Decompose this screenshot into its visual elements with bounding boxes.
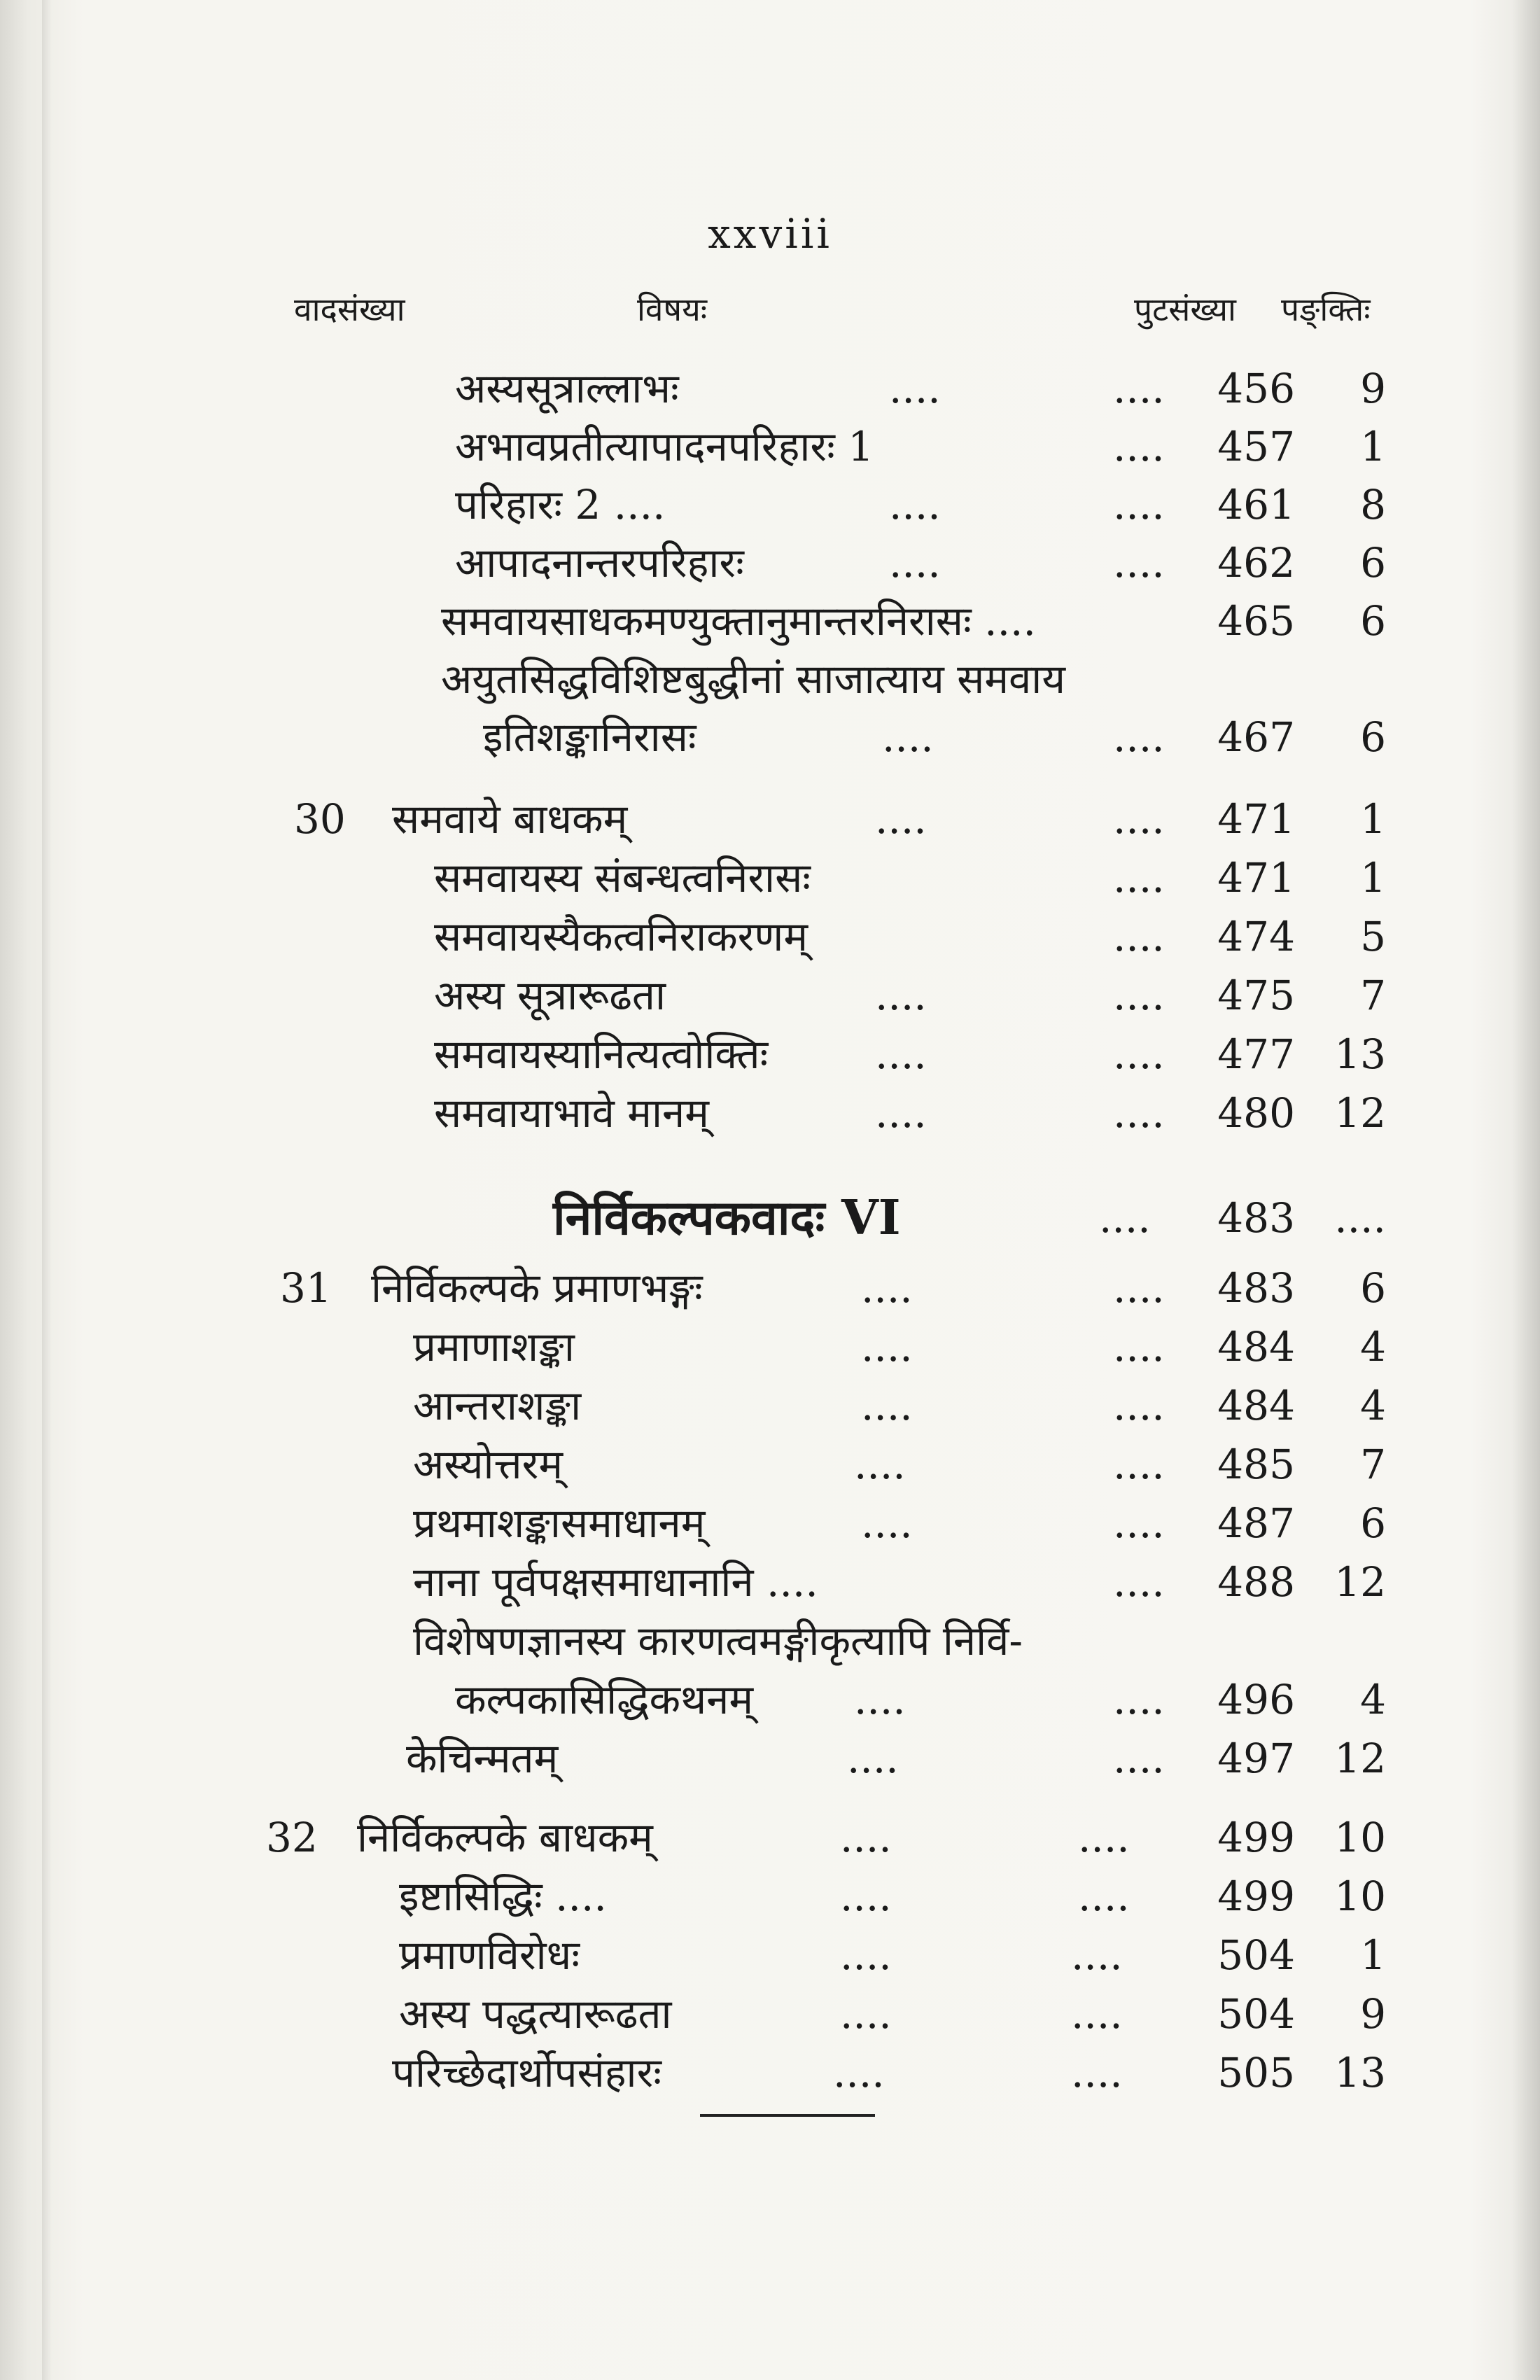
entry-title: आन्तराशङ्का: [413, 1382, 582, 1429]
leader-dots: ....: [1113, 1089, 1165, 1137]
entry-page: 457: [1217, 423, 1295, 470]
entry-line: 6: [1360, 539, 1386, 587]
leader-dots: ....: [889, 481, 941, 528]
entry-line: 12: [1334, 1558, 1386, 1606]
entry-title: निर्विकल्पके बाधकम्: [357, 1814, 653, 1861]
leader-dots: ....: [882, 713, 934, 761]
entry-title: अस्य पद्धत्यारूढता: [399, 1990, 672, 2038]
entry-page: 483: [1217, 1194, 1295, 1242]
leader-dots: ....: [1113, 1676, 1165, 1723]
entry-page: 461: [1217, 481, 1295, 528]
section-title: निर्विकल्पकवादः VI: [553, 1190, 901, 1246]
toc-entry: [0, 477, 1540, 533]
entry-title: केचिन्मतम्: [406, 1735, 559, 1782]
entry-page: 456: [1217, 365, 1295, 412]
entry-line: 13: [1334, 2049, 1386, 2096]
leader-dots: ....: [1113, 1264, 1165, 1312]
toc-entry: [0, 1436, 1540, 1492]
leader-dots: ....: [1113, 713, 1165, 761]
entry-page: 480: [1217, 1089, 1295, 1137]
entry-title: परिहारः 2 ....: [455, 481, 666, 528]
entry-page: 484: [1217, 1323, 1295, 1371]
entry-page: 497: [1217, 1735, 1295, 1782]
page-number: xxviii: [708, 210, 832, 258]
leader-dots: ....: [889, 539, 941, 587]
entry-title: प्रमाणाशङ्का: [413, 1323, 575, 1371]
entry-line: 6: [1360, 1264, 1386, 1312]
toc-entry: [0, 1868, 1540, 1924]
leader-dots: ....: [861, 1323, 913, 1371]
toc-entry: [0, 1927, 1540, 1983]
toc-entry: [0, 535, 1540, 591]
toc-entry: [0, 850, 1540, 906]
entry-title: विशेषणज्ञानस्य कारणत्वमङ्गीकृत्यापि निर्वि-: [413, 1617, 1023, 1665]
entry-title: समवायस्य संबन्धत्वनिरासः: [434, 854, 811, 902]
toc-entry: [0, 791, 1540, 847]
entry-page: 505: [1217, 2049, 1295, 2096]
leader-dots: ....: [1113, 539, 1165, 587]
leader-dots: ....: [1113, 1499, 1165, 1547]
leader-dots: ....: [1113, 1382, 1165, 1429]
leader-dots: ....: [840, 1931, 892, 1979]
toc-entry: [0, 1554, 1540, 1610]
entry-title: परिच्छेदार्थोपसंहारः: [392, 2049, 662, 2096]
toc-entry: [0, 967, 1540, 1023]
leader-dots: ....: [847, 1735, 899, 1782]
entry-line: 1: [1360, 423, 1386, 470]
leader-dots: ....: [1113, 1441, 1165, 1488]
leader-dots: ....: [889, 365, 941, 412]
leader-dots: ....: [875, 795, 927, 843]
entry-title: समवायाभावे मानम्: [434, 1089, 709, 1137]
entry-line: 7: [1360, 972, 1386, 1019]
leader-dots: ....: [840, 1814, 892, 1861]
entry-page: 471: [1217, 795, 1295, 843]
entry-page: 504: [1217, 1931, 1295, 1979]
entry-line: 1: [1360, 854, 1386, 902]
leader-dots: ....: [875, 1030, 927, 1078]
header-subject: विषयः: [637, 290, 708, 328]
leader-dots: ....: [854, 1676, 906, 1723]
leader-dots: ....: [1113, 481, 1165, 528]
toc-entry: [0, 419, 1540, 475]
entry-title: प्रथमाशङ्कासमाधानम्: [413, 1499, 706, 1547]
entry-line: 4: [1360, 1323, 1386, 1371]
leader-dots: ....: [1113, 365, 1165, 412]
entry-page: 499: [1217, 1814, 1295, 1861]
entry-page: 475: [1217, 972, 1295, 1019]
header-line: पङ्क्तिः: [1281, 290, 1371, 328]
entry-line: 12: [1334, 1089, 1386, 1137]
toc-entry: [0, 1986, 1540, 2042]
entry-line: 6: [1360, 713, 1386, 761]
toc-entry: [0, 651, 1540, 707]
entry-page: 485: [1217, 1441, 1295, 1488]
entry-page: 484: [1217, 1382, 1295, 1429]
entry-title: आपादनान्तरपरिहारः: [455, 539, 744, 587]
entry-line: 4: [1360, 1382, 1386, 1429]
entry-line: 10: [1334, 1814, 1386, 1861]
entry-page: 499: [1217, 1872, 1295, 1920]
leader-dots: ....: [1113, 913, 1165, 960]
entry-title: समवायसाधकमण्युक्तानुमान्तरनिरासः ....: [441, 597, 1036, 645]
toc-entry: [0, 1260, 1540, 1316]
entry-page: 504: [1217, 1990, 1295, 2038]
leader-dots: ....: [1113, 423, 1165, 470]
entry-page: 483: [1217, 1264, 1295, 1312]
entry-title: नाना पूर्वपक्षसमाधानानि ....: [413, 1558, 818, 1606]
entry-line: 12: [1334, 1735, 1386, 1782]
toc-entry: [0, 1495, 1540, 1551]
leader-dots: ....: [875, 1089, 927, 1137]
entry-line: 6: [1360, 1499, 1386, 1547]
leader-dots: ....: [833, 2049, 885, 2096]
entry-title: अस्योत्तरम्: [413, 1441, 564, 1488]
closing-rule: [700, 2114, 875, 2117]
entry-title: अस्यसूत्राल्लाभः: [455, 365, 679, 412]
leader-dots: ....: [840, 1990, 892, 2038]
leader-dots: ....: [1113, 795, 1165, 843]
entry-page: 471: [1217, 854, 1295, 902]
toc-entry: [0, 909, 1540, 965]
entry-title: प्रमाणविरोधः: [399, 1931, 580, 1979]
entry-page: 465: [1217, 597, 1295, 645]
entry-page: 488: [1217, 1558, 1295, 1606]
entry-line: 13: [1334, 1030, 1386, 1078]
entry-title: अभावप्रतीत्यापादनपरिहारः 1: [455, 423, 874, 470]
header-vada-number: वादसंख्या: [294, 290, 405, 328]
leader-dots: ....: [1078, 1872, 1130, 1920]
entry-line: ....: [1334, 1194, 1386, 1242]
toc-entry: [0, 2045, 1540, 2101]
entry-page: 462: [1217, 539, 1295, 587]
entry-line: 1: [1360, 1931, 1386, 1979]
leader-dots: ....: [840, 1872, 892, 1920]
entry-line: 9: [1360, 365, 1386, 412]
leader-dots: ....: [1078, 1814, 1130, 1861]
toc-entry: [0, 593, 1540, 649]
leader-dots: ....: [1113, 972, 1165, 1019]
entry-line: 1: [1360, 795, 1386, 843]
leader-dots: ....: [1099, 1194, 1151, 1242]
entry-page: 474: [1217, 913, 1295, 960]
entry-page: 496: [1217, 1676, 1295, 1723]
leader-dots: ....: [1113, 1323, 1165, 1371]
entry-title: निर्विकल्पके प्रमाणभङ्गः: [371, 1264, 703, 1312]
leader-dots: ....: [854, 1441, 906, 1488]
entry-title: इतिशङ्कानिरासः: [483, 713, 696, 761]
toc-entry: [0, 1672, 1540, 1728]
leader-dots: ....: [1113, 1030, 1165, 1078]
toc-entry: [0, 1809, 1540, 1865]
toc-entry: [0, 1319, 1540, 1375]
entry-title: कल्पकासिद्धिकथनम्: [455, 1676, 754, 1723]
entry-line: 5: [1360, 913, 1386, 960]
toc-entry: [0, 360, 1540, 416]
toc-entry: [0, 1378, 1540, 1434]
entry-title: समवायस्यैकत्वनिराकरणम्: [434, 913, 808, 960]
vada-number: 31: [280, 1264, 332, 1312]
leader-dots: ....: [875, 972, 927, 1019]
entry-page: 477: [1217, 1030, 1295, 1078]
entry-page: 487: [1217, 1499, 1295, 1547]
header-page-number: पुटसंख्या: [1134, 290, 1236, 328]
entry-page: 467: [1217, 713, 1295, 761]
leader-dots: ....: [1071, 1931, 1123, 1979]
vada-number: 32: [266, 1814, 318, 1861]
leader-dots: ....: [1113, 1558, 1165, 1606]
toc-entry: [0, 1730, 1540, 1786]
toc-entry: [0, 1026, 1540, 1082]
entry-line: 8: [1360, 481, 1386, 528]
toc-entry: [0, 1613, 1540, 1669]
section-heading-row: [0, 1190, 1540, 1246]
entry-title: समवायस्यानित्यत्वोक्तिः: [434, 1030, 769, 1078]
leader-dots: ....: [861, 1382, 913, 1429]
leader-dots: ....: [1071, 1990, 1123, 2038]
entry-line: 4: [1360, 1676, 1386, 1723]
leader-dots: ....: [1071, 2049, 1123, 2096]
vada-number: 30: [294, 795, 346, 843]
entry-line: 10: [1334, 1872, 1386, 1920]
entry-line: 7: [1360, 1441, 1386, 1488]
leader-dots: ....: [861, 1264, 913, 1312]
leader-dots: ....: [861, 1499, 913, 1547]
entry-line: 9: [1360, 1990, 1386, 2038]
entry-title: अस्य सूत्रारूढता: [434, 972, 666, 1019]
entry-title: इष्टासिद्धिः ....: [399, 1872, 607, 1920]
entry-line: 6: [1360, 597, 1386, 645]
entry-title: समवाये बाधकम्: [392, 795, 628, 843]
toc-entry: [0, 1085, 1540, 1141]
toc-entry: [0, 709, 1540, 765]
leader-dots: ....: [1113, 1735, 1165, 1782]
leader-dots: ....: [1113, 854, 1165, 902]
entry-title: अयुतसिद्धविशिष्टबुद्धीनां साजात्याय समवाय: [441, 655, 1065, 703]
